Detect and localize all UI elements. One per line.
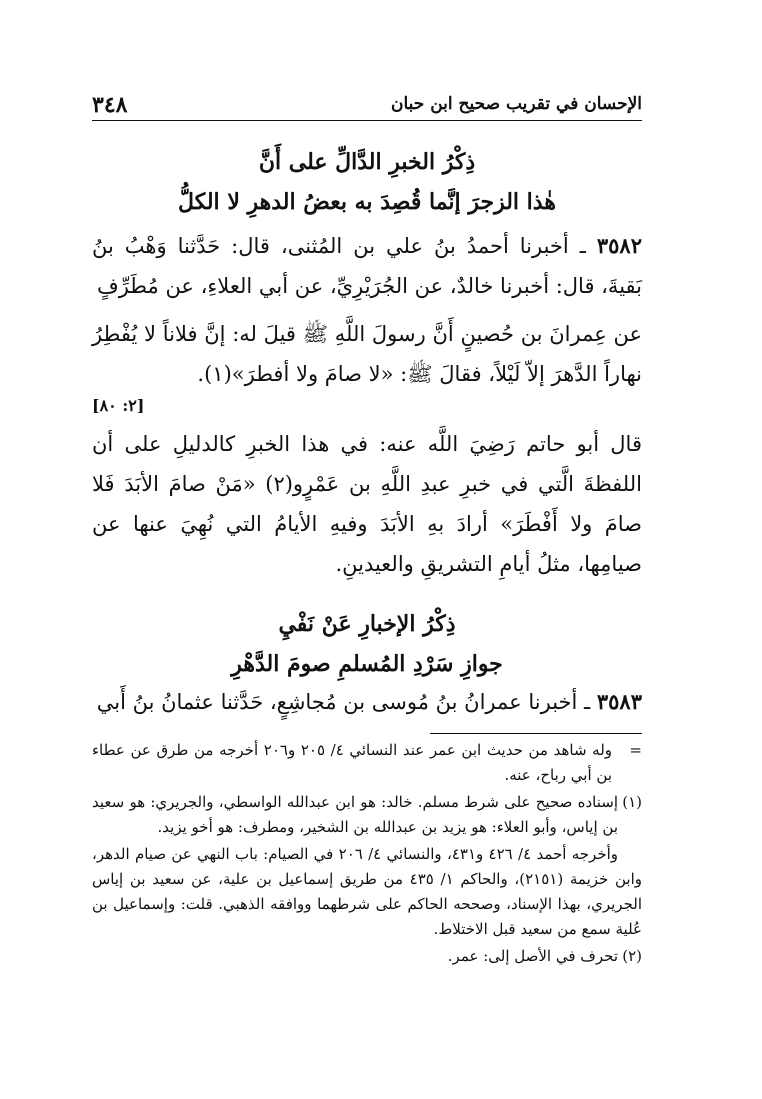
section-heading-2-line-1: ذِكْرُ الإخبارِ عَنْ نَفْيِ bbox=[278, 611, 456, 637]
footnote-rule bbox=[430, 733, 642, 734]
footnote-text: إسناده صحيح على شرط مسلم. خالد: هو ابن عبدالله الواسطي، والجريري: هو سعيد بن إياس، وأبو العلاء: هو يزيد بن عبدالله بن الشخير، ومطرف: هو أخو يزيد. bbox=[92, 793, 618, 836]
page-number: ٣٤٨ bbox=[92, 92, 128, 118]
hadith-3583-isnad bbox=[92, 682, 642, 722]
footnotes bbox=[92, 738, 642, 971]
footnote-number: (٢) bbox=[622, 947, 642, 965]
footnote-1 bbox=[92, 790, 642, 840]
footnote-continuation bbox=[92, 738, 642, 788]
book-title: الإحسان في تقريب صحيح ابن حبان bbox=[391, 94, 642, 114]
section-heading-1-line-1: ذِكْرُ الخبرِ الدَّالِّ على أَنَّ bbox=[258, 149, 476, 175]
hadith-number: ٣٥٨٣ bbox=[596, 689, 642, 714]
continuation-mark: = bbox=[629, 741, 642, 759]
section-heading-2 bbox=[92, 604, 642, 684]
hadith-3582-isnad bbox=[92, 226, 642, 306]
hadith-isnad-text: ـ أخبرنا أحمدُ بنُ علي بن المُثنى، قال: حَدَّثنا وَهْبُ بنُ بَقيةَ، قال: أخبرنا خالدٌ، عن الجُرَيْرِيِّ، عن أبي العلاءِ، عن مُطَرِّفٍ bbox=[92, 234, 642, 298]
footnote-number: (١) bbox=[622, 793, 642, 811]
header-rule bbox=[92, 120, 642, 121]
section-heading-1-line-2: هٰذا الزجرَ إنَّما قُصِدَ به بعضُ الدهرِ لا الكلُّ bbox=[178, 189, 556, 215]
hadith-number: ٣٥٨٢ bbox=[596, 233, 642, 258]
hadith-3582-matn: عن عِمرانَ بن حُصينٍ أَنَّ رسولَ اللَّهِ ﷺ قيلَ له: إنَّ فلاناً لا يُفْطِرُ نهاراً الدَّهرَ إلاّ لَيْلاً، فقالَ ﷺ: «لا صامَ ولا أفطرَ»(١). bbox=[92, 322, 642, 386]
section-heading-2-line-2: جوازِ سَرْدِ المُسلمِ صومَ الدَّهْرِ bbox=[231, 651, 503, 677]
hadith-reference: [٢: ٨٠] bbox=[92, 396, 145, 415]
footnote-1-continued: وأخرجه أحمد ٤/ ٤٢٦ و٤٣١، والنسائي ٤/ ٢٠٦ في الصيام: باب النهي عن صيام الدهر، وابن خزيمة (٢١٥١)، والحاكم ١/ ٤٣٥ من طريق إسماعيل بن علية، عن سعيد بن إياس الجريري، بهذا الإسناد، وصححه الحاكم على شرطهما ووافقه الذهبي. قلت: وإسماعيل بن عُلية سمع من سعيد قبل الاختلاط. bbox=[92, 845, 642, 938]
hadith-isnad-text: ـ أخبرنا عمرانُ بنُ مُوسى بن مُجاشِعٍ، حَدَّثنا عثمانُ بنُ أَبي bbox=[96, 690, 591, 714]
footnote-2 bbox=[92, 944, 642, 969]
footnote-text: تحرف في الأصل إلى: عمر. bbox=[447, 947, 618, 965]
section-heading-1 bbox=[92, 142, 642, 222]
running-header bbox=[92, 92, 642, 118]
footnote-text: وله شاهد من حديث ابن عمر عند النسائي ٤/ ٢٠٥ و٢٠٦ أخرجه من طرق عن عطاء بن أبي رباح، عنه. bbox=[92, 741, 613, 784]
commentary-paragraph: قال أبو حاتم رَضِيَ اللَّه عنه: في هذا الخبرِ كالدليلِ على أن اللفظةَ الَّتي في خبرِ عبدِ اللَّهِ بن عَمْرٍو(٢) «مَنْ صامَ الأبَدَ فَلا صامَ ولا أَفْطَرَ» أرادَ بهِ الأبَدَ وفيهِ الأيامُ التي نُهِيَ عنها عن صيامِها، مثلُ أيامِ التشريقِ والعيدينِ. bbox=[92, 432, 642, 576]
